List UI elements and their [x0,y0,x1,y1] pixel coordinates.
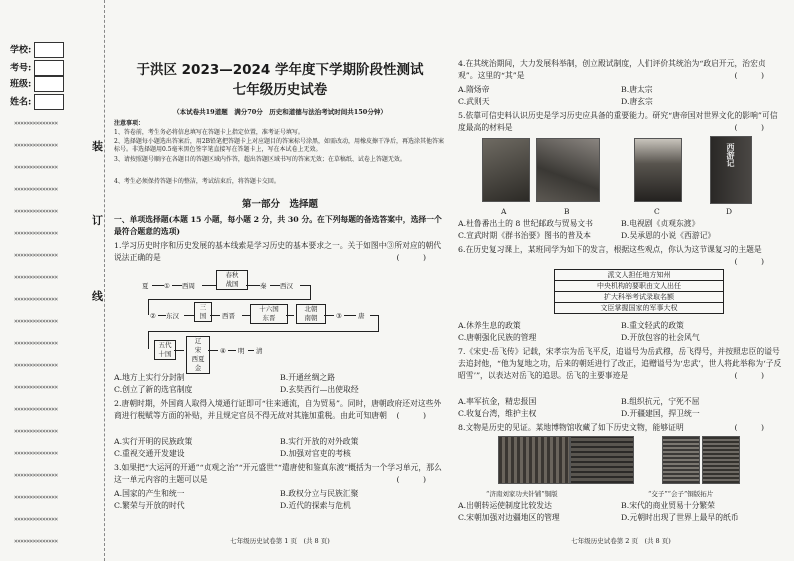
node-c1: ① [164,282,170,290]
q6-statement-2: 中央机构的要职由文人出任 [554,280,724,292]
q5-image-c [634,138,682,202]
connector [148,331,378,332]
q6-option-a[interactable]: A.休养生息的政策 [458,321,521,330]
question-6 [458,244,784,268]
connector [148,331,149,349]
node-xia: 夏 [142,282,149,290]
q8-option-b[interactable]: B.宋代的商业贸易十分繁荣 [621,501,715,510]
node-xihan: 西汉 [280,282,293,290]
q4-option-b[interactable]: B.唐太宗 [621,85,653,94]
arrow [158,315,166,316]
cross-mark-row: ×××××××××××××× [14,494,58,501]
q4-options [458,84,784,108]
box-wudai [154,340,176,360]
q6-statement-4: 文臣掌握国家的军事大权 [554,302,724,314]
q5-label-c: C [654,207,660,216]
q8-image-2 [570,436,634,484]
node-wudai: 五代十国 [158,341,172,358]
connector [370,315,379,332]
node-c4: ④ [220,347,226,355]
school-label: 学校: [10,45,32,56]
q5-options [458,218,784,242]
box-sanguo [194,302,212,322]
cross-mark-row: ×××××××××××××× [14,120,58,127]
dynasty-diagram [140,270,440,380]
node-donghan: 东汉 [166,312,179,320]
answer-paren: ( ) [734,371,764,380]
q1-option-d[interactable]: D.玄奘西行—出使取经 [280,385,359,394]
q6-statement-3: 扩大科举考试录取名额 [554,291,724,303]
cross-mark-row: ×××××××××××××× [14,252,58,259]
node-c2: ② [150,312,156,320]
question-5 [458,110,784,134]
q6-option-b[interactable]: B.重文轻武的政策 [621,321,684,330]
q7-option-d[interactable]: D.开疆建国，捍卫统一 [621,409,700,418]
arrow [228,350,236,351]
q3-option-c[interactable]: C.繁荣与开放的时代 [114,501,185,510]
answer-paren: ( ) [396,253,426,262]
node-jin: 金 [194,364,202,372]
node-shiliuguo: 十六国 [259,305,279,313]
question-8-text: 8.文物是历史的见证。某地博物馆收藏了如下历史文物，能够证明 [458,423,684,432]
answer-paren: ( ) [734,423,764,432]
page-1 [114,0,446,561]
cross-mark-row: ×××××××××××××× [14,142,58,149]
q5-label-d: D [726,207,733,216]
q4-option-a[interactable]: A.隋炀帝 [458,85,490,94]
arrow [242,315,250,316]
q3-option-b[interactable]: B.政权分立与民族汇聚 [280,489,359,498]
node-beichao: 北朝 [304,305,318,313]
cross-mark-row: ×××××××××××××× [14,406,58,413]
bind-char-zhuang: 装 [92,140,103,153]
q6-statement-1: 派文人担任地方知州 [554,269,724,281]
answer-paren: ( ) [734,257,764,266]
binding-line [104,0,105,561]
note-3: 3、请按照题号顺序在各题目的答题区域内作答，超出答题区域书写的答案无效；在草稿纸、试卷上答题无效。 [114,156,406,163]
note-4: 4、考生必须保持答题卡的整洁，考试结束后，将答题卡交回。 [114,178,280,185]
school-box[interactable] [34,42,64,58]
arrow [152,285,164,286]
arrow [208,350,218,351]
arrow [248,350,254,351]
node-qing: 清 [256,347,263,355]
arrow [202,285,216,286]
q2-option-d[interactable]: D.加强对官吏的考核 [280,449,351,458]
node-chunqiu: 春秋 [225,271,239,279]
node-xixia: 西夏 [191,355,205,363]
q5-option-c[interactable]: C.宣武时期《群书治要》图书的普及本 [458,231,591,240]
q1-options [114,372,446,396]
q2-option-c[interactable]: C.重视交通开发建设 [114,449,185,458]
exam-info: （本试卷共19道题 满分70分 历史和道德与法治考试时间共150分钟） [173,108,387,116]
node-nanchao: 南朝 [304,314,318,322]
q5-option-b[interactable]: B.电视剧《贞观东渡》 [621,219,700,228]
q5-option-d[interactable]: D.吴承恩的小说《西游记》 [621,231,716,240]
page-1-footer: 七年级历史试卷第 1 页 (共 8 页) [230,537,330,545]
answer-paren: ( ) [734,71,764,80]
q8-caption-1: “济南刘家功夫针铺”铜版 [486,490,558,498]
arrow [286,315,294,316]
cross-mark-row: ×××××××××××××× [14,450,58,457]
class-field [10,76,64,92]
node-song: 宋 [194,346,202,354]
cross-mark-row: ×××××××××××××× [14,274,58,281]
answer-paren: ( ) [734,123,764,132]
bind-char-xian: 线 [92,290,103,303]
page-2-footer: 七年级历史试卷第 2 页 (共 8 页) [571,537,671,545]
q5-image-d [710,136,752,204]
node-c3: ③ [336,312,342,320]
exam-no-field [10,60,64,76]
q7-option-b[interactable]: B.组织抗元，宁死不屈 [621,397,700,406]
arrow [174,350,184,351]
answer-paren: ( ) [396,411,426,420]
question-1 [114,240,446,264]
name-field [10,94,64,110]
page-2 [458,0,784,561]
cross-mark-row: ×××××××××××××× [14,318,58,325]
arrow [172,285,182,286]
answer-paren: ( ) [396,475,426,484]
instructions: 一、单项选择题(本题 15 小题，每小题 2 分，共 30 分。在下列每题的备选答案中，选择一个最符合题意的选项) [114,215,442,236]
node-ming: 明 [238,347,245,355]
q1-option-b[interactable]: B.开通丝绸之路 [280,373,335,382]
connector [148,299,310,300]
q3-options [114,488,446,512]
q5-label-b: B [564,207,570,216]
q3-option-d[interactable]: D.近代的探索与危机 [280,501,351,510]
question-2 [114,398,446,422]
arrow [210,315,220,316]
notes-heading: 注意事项： [114,120,145,127]
exam-title: 于洪区 2023—2024 学年度下学期阶段性测试 [136,62,424,78]
school-field [10,42,64,58]
arrow [184,315,194,316]
q5-image-a [482,138,530,202]
q6-option-c[interactable]: C.唐朝强化民族的管理 [458,333,537,342]
question-5-text: 5.依靠可信史料认识历史是学习历史应具备的重要能力。研究“唐帝国对世界文化的影响”可信度最高的材料是 [458,111,778,132]
q6-option-d[interactable]: D.开放包容的社会风气 [621,333,700,342]
arrow [270,285,280,286]
cross-mark-row: ×××××××××××××× [14,340,58,347]
cross-mark-row: ×××××××××××××× [14,164,58,171]
exam-subtitle: 七年级历史试卷 [232,82,328,98]
q8-image-3 [662,436,700,484]
q8-image-4 [702,436,740,484]
binding-strip [0,0,110,561]
q4-option-c[interactable]: C.武则天 [458,97,490,106]
connector [148,299,149,315]
q7-option-a[interactable]: A.率军抗金，精忠报国 [458,397,537,406]
connector [300,285,311,300]
node-qin: 秦 [260,282,267,290]
q4-option-d[interactable]: D.唐玄宗 [621,97,653,106]
name-box[interactable] [34,94,64,110]
note-1: 1、答卷前，考生务必将信息填写在答题卡上指定位置，准考证号填写。 [114,129,304,136]
cross-mark-row: ×××××××××××××× [14,516,58,523]
node-zhanguo: 战国 [225,280,239,288]
arrow [324,315,334,316]
question-1-text: 1.学习历史时序和历史发展的基本线索是学习历史的基本要求之一。关于如图中③所对应的朝代说法正确的是 [114,241,442,262]
q1-option-a[interactable]: A.地方上实行分封制 [114,373,185,382]
q8-option-a[interactable]: A.出朝转运使制度比较发达 [458,501,552,510]
class-box[interactable] [34,76,64,92]
note-2: 2、选择题每小题选出答案后，用2B铅笔把答题卡上对应题目的答案标号涂黑，如需改动，用橡皮擦干净后，再选涂其他答案标号。非选择题用0.5毫米黑色签字笔直接写在答题卡上，写在本试卷上无效。 [114,138,445,154]
box-shiliuguo-dongjin [250,304,288,324]
question-3-text: 3.如果把“大运河的开通”“贞观之治”“开元盛世”“遣唐使和鉴真东渡”概括为一个学习单元，那么这一单元内容的主题可以是 [114,463,442,484]
cross-mark-row: ×××××××××××××× [14,384,58,391]
q2-option-b[interactable]: B.实行开放的对外政策 [280,437,359,446]
cross-mark-row: ×××××××××××××× [14,428,58,435]
arrow [246,285,260,286]
question-3 [114,462,446,486]
q8-caption-2: “交子”“会子”铜版拓片 [648,490,714,498]
book-title: 西游记 [726,143,736,167]
cross-mark-row: ×××××××××××××× [14,230,58,237]
node-xizhou: 西周 [182,282,195,290]
q6-statement-list [554,270,724,314]
question-4 [458,58,784,82]
q1-option-c[interactable]: C.创立了新的选官制度 [114,385,193,394]
q8-options [458,500,784,524]
cross-mark-row: ×××××××××××××× [14,538,58,545]
node-xijin: 西晋 [222,312,235,320]
node-dongjin: 东晋 [262,314,276,322]
box-chunqiu-zhanguo [216,270,248,290]
bind-char-ding: 订 [92,214,103,227]
box-nanbei [296,304,326,324]
cross-mark-row: ×××××××××××××× [14,186,58,193]
part-heading: 第一部分 选择题 [241,199,318,210]
exam-no-box[interactable] [34,60,64,76]
node-liao: 辽 [194,337,202,345]
cross-mark-row: ×××××××××××××× [14,296,58,303]
q7-options [458,396,784,420]
q8-option-c[interactable]: C.宋朝加强对边疆地区的管理 [458,513,560,522]
cross-mark-row: ×××××××××××××× [14,472,58,479]
q2-options [114,436,446,460]
q3-option-a[interactable]: A.国家的产生和统一 [114,489,185,498]
question-6-text: 6.在历史复习课上，某班同学为如下的发言，根据这些观点，你认为这节课复习的主题是 [458,245,762,254]
exam-no-label: 考号: [10,63,32,74]
question-2-text: 2.唐朝时期，外国商人取得入境通行证即可“往来通流，自为贸易”。同时，唐朝政府还对这些外商进行税赋等方面的补贴，并且规定官员不得无故对其施加重税。由此可知唐朝 [114,399,442,420]
question-7 [458,346,784,382]
cross-mark-row: ×××××××××××××× [14,362,58,369]
q5-option-a[interactable]: A.杜鲁番出土的 8 世纪邮政与贸易文书 [458,219,593,228]
q2-option-a[interactable]: A.实行开明的民族政策 [114,437,193,446]
q5-label-a: A [501,207,507,216]
box-liao-song [186,336,210,374]
q8-image-1 [498,436,570,484]
arrow [344,315,356,316]
node-sanguo: 三国 [199,303,207,320]
node-tang: 唐 [358,312,365,320]
name-label: 姓名: [10,97,32,108]
q8-option-d[interactable]: D.元朝时出现了世界上最早的纸币 [621,513,739,522]
question-7-text: 7.《宋史·岳飞传》记载，宋孝宗为岳飞平反，追谥号为岳武穆，岳飞得号，并按照忠臣的谥号去追封他，“他为复地之功，后来的朝廷进行了改正，追赠谥号为‘忠武’，世人将此举称为‘子反昭雪’”，以表达对岳飞的追思。岳飞的主要事迹是 [458,347,782,380]
question-8 [458,422,784,434]
q5-image-b [536,138,600,202]
q7-option-c[interactable]: C.收复台湾，维护主权 [458,409,537,418]
class-label: 班级: [10,79,32,90]
question-4-text: 4.在其统治期间，大力发展科举制，创立殿试制度，人们评价其统治为“政启开元，治宏贞观”。这里的“其”是 [458,59,766,80]
q6-options [458,320,784,344]
cross-mark-row: ×××××××××××××× [14,208,58,215]
